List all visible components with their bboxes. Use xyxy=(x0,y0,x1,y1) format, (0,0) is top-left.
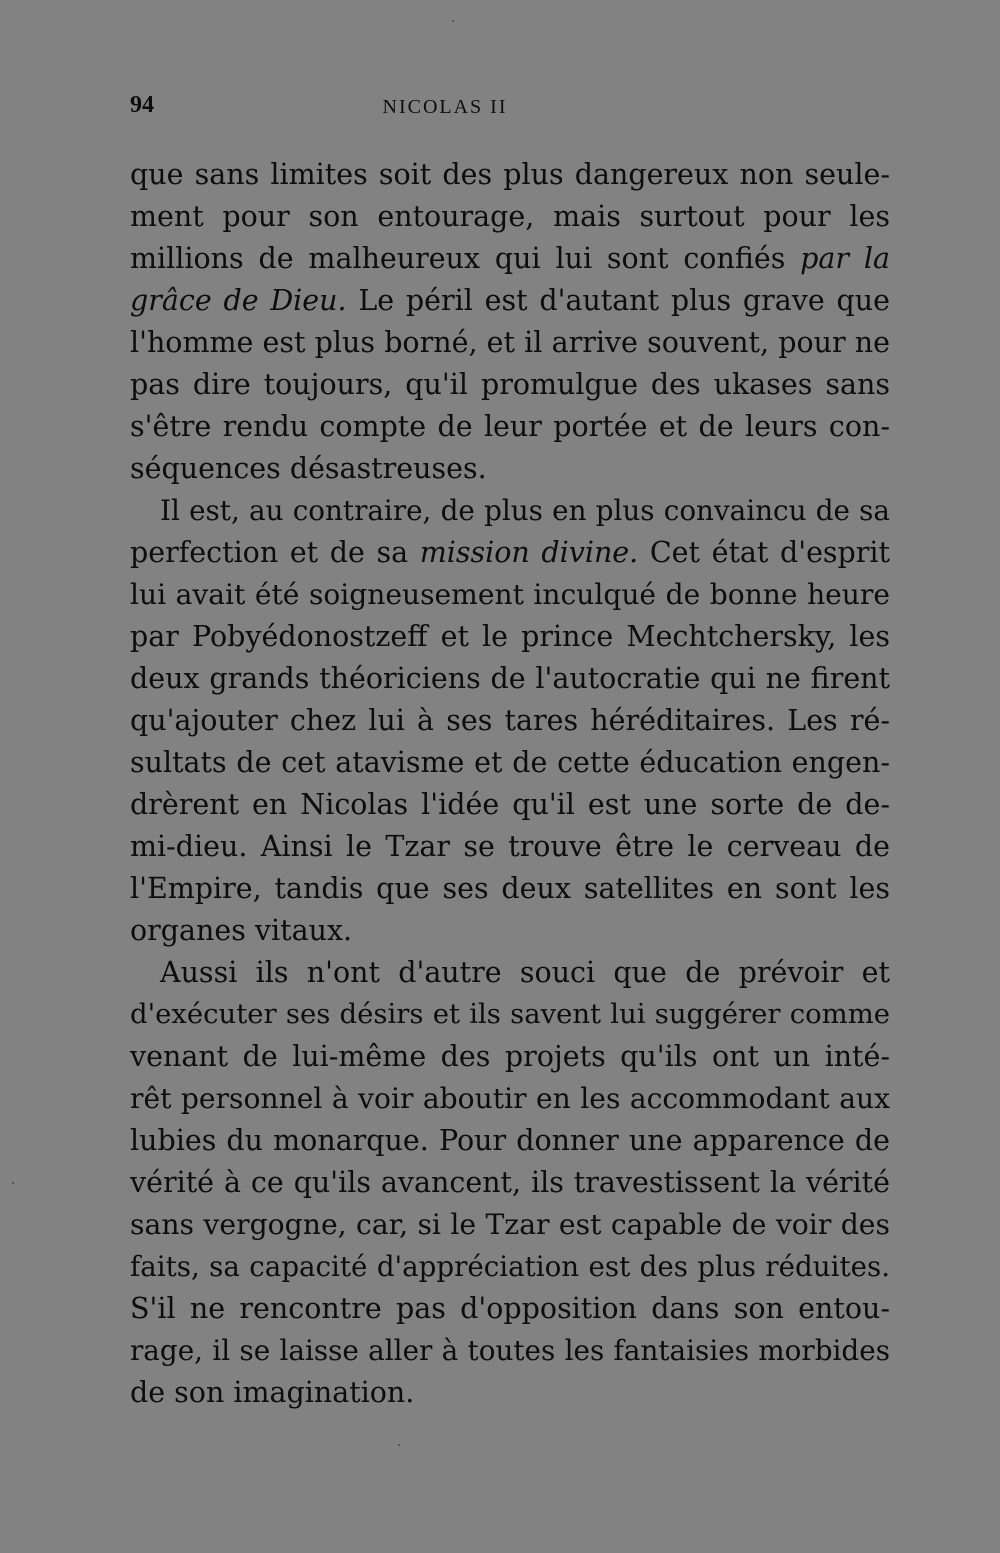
text-line: organes vitaux. xyxy=(130,914,353,947)
italic-text: mission divine. xyxy=(419,536,639,569)
text-line: qu'ajouter chez lui à ses tares héréditaires. Les ré- xyxy=(130,704,890,737)
scan-speck xyxy=(452,20,454,22)
text-line: S'il ne rencontre pas d'opposition dans son entou- xyxy=(130,1292,890,1325)
page-number: 94 xyxy=(130,92,154,118)
running-title: NICOLAS II xyxy=(382,96,508,118)
text-line: mi-dieu. Ainsi le Tzar se trouve être le cerveau de xyxy=(130,830,890,863)
text-line: venant de lui-même des projets qu'ils ont un inté- xyxy=(130,1040,890,1073)
paragraph-start-line: Il est, au contraire, de plus en plus convaincu de sa xyxy=(160,494,890,527)
page-header xyxy=(130,92,890,128)
paragraph-start-line: Aussi ils n'ont d'autre souci que de prévoir et xyxy=(160,956,890,989)
text-line: ment pour son entourage, mais surtout pour les xyxy=(130,200,890,233)
text-line: lubies du monarque. Pour donner une apparence de xyxy=(130,1124,890,1157)
text-line: vérité à ce qu'ils avancent, ils travestissent la vérité xyxy=(130,1166,890,1199)
text-line: sans vergogne, car, si le Tzar est capable de voir des xyxy=(130,1208,890,1241)
text-line: millions de malheureux qui lui sont confiés par la xyxy=(130,242,890,275)
page-body xyxy=(130,154,890,1414)
text-line: séquences désastreuses. xyxy=(130,452,487,485)
text-line: rage, il se laisse aller à toutes les fantaisies morbides xyxy=(130,1334,890,1367)
text-line: rêt personnel à voir aboutir en les accommodant aux xyxy=(130,1082,890,1115)
text-line: sultats de cet atavisme et de cette éducation engen- xyxy=(130,746,890,779)
text-line: l'Empire, tandis que ses deux satellites en sont les xyxy=(130,872,890,905)
text-line: l'homme est plus borné, et il arrive souvent, pour ne xyxy=(130,326,890,359)
text-line: s'être rendu compte de leur portée et de leurs con- xyxy=(130,410,890,443)
text-line: par Pobyédonostzeff et le prince Mechtchersky, les xyxy=(130,620,890,653)
text-line: d'exécuter ses désirs et ils savent lui suggérer comme xyxy=(130,999,890,1030)
text-line: grâce de Dieu. Le péril est d'autant plus grave que xyxy=(130,284,890,317)
text-line: pas dire toujours, qu'il promulgue des ukases sans xyxy=(130,368,890,401)
italic-text: grâce de Dieu. xyxy=(130,284,347,317)
text-line: lui avait été soigneusement inculqué de bonne heure xyxy=(130,578,890,611)
scan-speck xyxy=(12,1182,14,1184)
text-line: que sans limites soit des plus dangereux non seule- xyxy=(130,158,890,191)
text-line: deux grands théoriciens de l'autocratie qui ne firent xyxy=(130,662,890,695)
text-line: faits, sa capacité d'appréciation est des plus réduites. xyxy=(130,1250,890,1283)
text-line: de son imagination. xyxy=(130,1376,415,1409)
italic-text: par la xyxy=(800,242,890,275)
text-line: drèrent en Nicolas l'idée qu'il est une sorte de de- xyxy=(130,788,890,821)
scan-speck xyxy=(398,1444,400,1446)
text-line: perfection et de sa mission divine. Cet état d'esprit xyxy=(130,536,890,569)
